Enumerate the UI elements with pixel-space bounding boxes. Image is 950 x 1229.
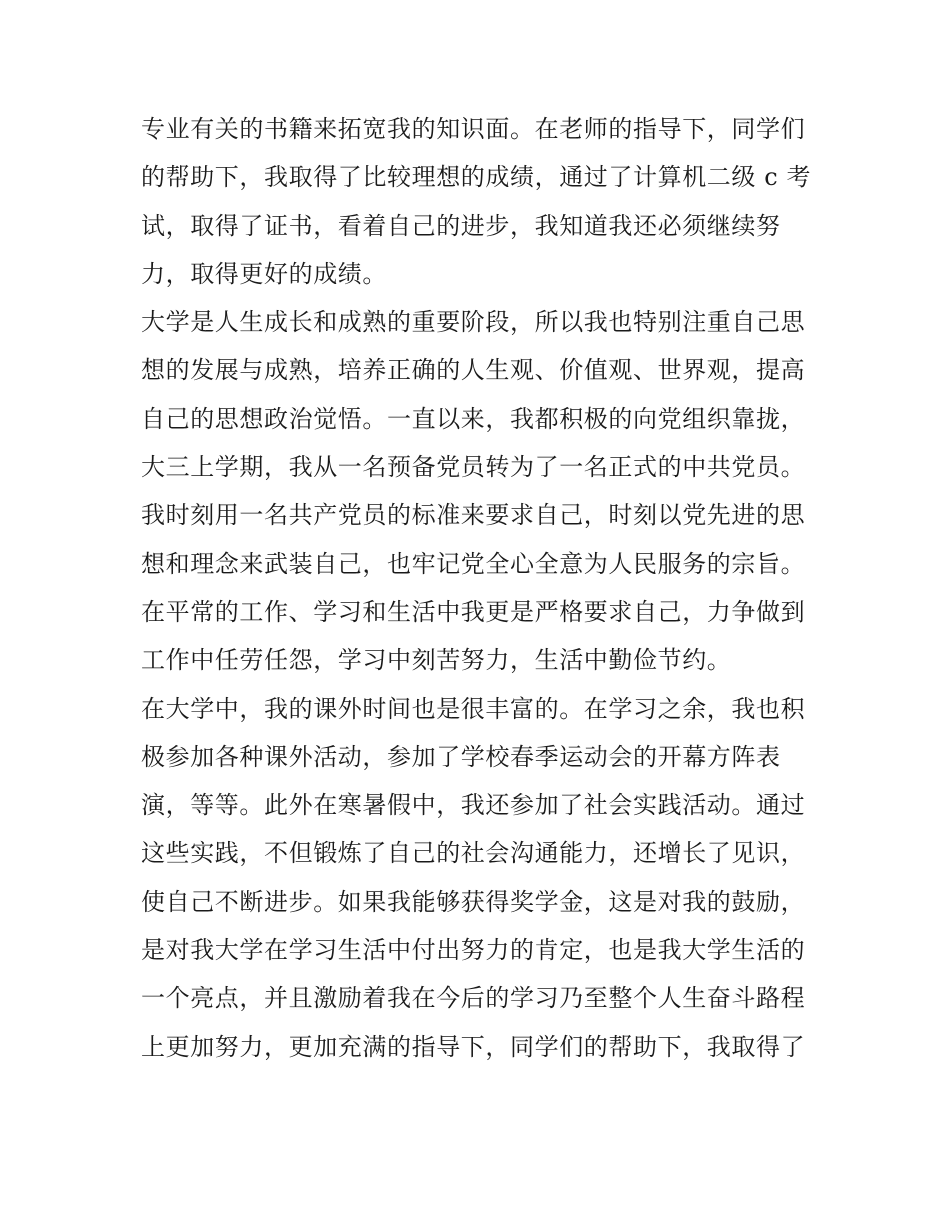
text-line-13: 在大学中，我的课外时间也是很丰富的。在学习之余，我也积 bbox=[141, 694, 806, 723]
text-line-6: 想的发展与成熟，培养正确的人生观、价值观、世界观，提高 bbox=[141, 356, 806, 385]
text-line-8: 大三上学期，我从一名预备党员转为了一名正式的中共党员。 bbox=[141, 453, 806, 482]
text-line-9: 我时刻用一名共产党员的标准来要求自己，时刻以党先进的思 bbox=[141, 501, 806, 530]
text-line-10: 想和理念来武装自己，也牢记党全心全意为人民服务的宗旨。 bbox=[141, 549, 806, 578]
text-line-18: 是对我大学在学习生活中付出努力的肯定，也是我大学生活的 bbox=[141, 936, 806, 965]
text-line-7: 自己的思想政治觉悟。一直以来，我都积极的向党组织靠拢， bbox=[141, 404, 806, 433]
body-text bbox=[141, 105, 821, 1071]
text-line-11: 在平常的工作、学习和生活中我更是严格要求自己，力争做到 bbox=[141, 597, 806, 626]
text-line-4: 力，取得更好的成绩。 bbox=[141, 259, 387, 288]
text-line-2: 的帮助下，我取得了比较理想的成绩，通过了计算机二级 c 考 bbox=[141, 163, 812, 192]
text-line-17: 使自己不断进步。如果我能够获得奖学金，这是对我的鼓励， bbox=[141, 887, 806, 916]
text-line-5: 大学是人生成长和成熟的重要阶段，所以我也特别注重自己思 bbox=[141, 308, 806, 337]
text-line-12: 工作中任劳任怨，学习中刻苦努力，生活中勤俭节约。 bbox=[141, 646, 732, 675]
text-line-20: 上更加努力，更加充满的指导下，同学们的帮助下，我取得了 bbox=[141, 1032, 806, 1061]
text-line-15: 演，等等。此外在寒暑假中，我还参加了社会实践活动。通过 bbox=[141, 791, 806, 820]
text-line-19: 一个亮点，并且激励着我在今后的学习乃至整个人生奋斗路程 bbox=[141, 984, 806, 1013]
text-line-1: 专业有关的书籍来拓宽我的知识面。在老师的指导下，同学们 bbox=[141, 115, 806, 143]
text-line-14: 极参加各种课外活动，参加了学校春季运动会的开幕方阵表 bbox=[141, 742, 781, 771]
text-line-3: 试，取得了证书，看着自己的进步，我知道我还必须继续努 bbox=[141, 211, 781, 240]
text-line-16: 这些实践，不但锻炼了自己的社会沟通能力，还增长了见识， bbox=[141, 839, 806, 868]
